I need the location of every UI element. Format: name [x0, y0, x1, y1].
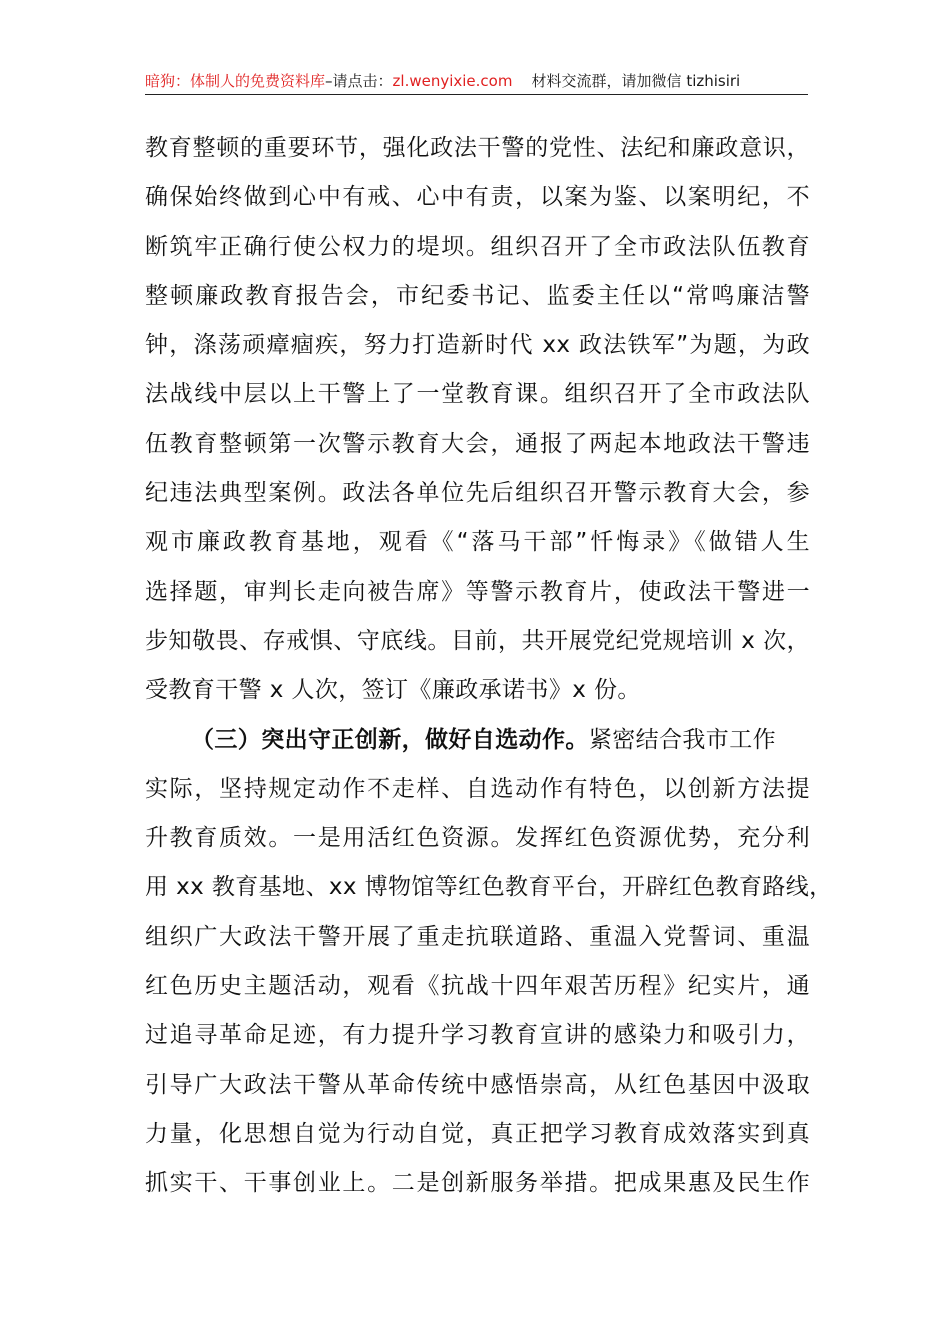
header-url-link[interactable]: zl.wenyixie.com	[392, 72, 513, 90]
header-click-prompt: –请点击：	[325, 72, 393, 90]
paragraph-line: 抓实干、干事创业上。二是创新服务举措。把成果惠及民生作	[145, 1170, 810, 1197]
header-brand: 暗狗：体制人的免费资料库	[145, 72, 326, 90]
paragraph-line: 引导广大政法干警从革命传统中感悟崇高，从红色基因中汲取	[145, 1071, 810, 1098]
section-3-heading: （三）突出守正创新，做好自选动作。	[191, 726, 589, 753]
paragraph-line: 钟，涤荡顽瘴痼疾，努力打造新时代 xx 政法铁军”为题，为政	[145, 332, 810, 359]
paragraph-line: 力量，化思想自觉为行动自觉，真正把学习教育成效落实到真	[145, 1120, 810, 1147]
page-header	[145, 68, 808, 94]
paragraph-line: 法战线中层以上干警上了一堂教育课。组织召开了全市政法队	[145, 381, 810, 408]
paragraph-line: 组织广大政法干警开展了重走抗联道路、重温入党誓词、重温	[145, 923, 810, 950]
paragraph-line: 观市廉政教育基地，观看《“落马干部”忏悔录》《做错人生	[145, 529, 810, 556]
paragraph-line: 升教育质效。一是用活红色资源。发挥红色资源优势，充分利	[145, 825, 810, 852]
paragraph-line: 断筑牢正确行使公权力的堤坝。组织召开了全市政法队伍教育	[145, 233, 810, 260]
paragraph-line: 红色历史主题活动，观看《抗战十四年艰苦历程》纪实片，通	[145, 973, 810, 1000]
paragraph-line: 纪违法典型案例。政法各单位先后组织召开警示教育大会，参	[145, 480, 810, 507]
paragraph-line: 受教育干警 x 人次，签订《廉政承诺书》x 份。	[145, 677, 641, 704]
paragraph-line: 实际，坚持规定动作不走样、自选动作有特色，以创新方法提	[145, 775, 810, 802]
paragraph-line: 选择题，审判长走向被告席》等警示教育片，使政法干警进一	[145, 578, 810, 605]
paragraph-line: 教育整顿的重要环节，强化政法干警的党性、法纪和廉政意识，	[145, 135, 810, 161]
paragraph-line: 过追寻革命足迹，有力提升学习教育宣讲的感染力和吸引力，	[145, 1022, 810, 1049]
paragraph-line: 用 xx 教育基地、xx 博物馆等红色教育平台，开辟红色教育路线，	[145, 874, 833, 901]
paragraph-line: 确保始终做到心中有戒、心中有责，以案为鉴、以案明纪，不	[145, 184, 810, 211]
header-contact: 材料交流群，请加微信 tizhisiri	[531, 72, 741, 90]
section-heading-line	[145, 716, 810, 765]
header-divider	[145, 94, 808, 95]
section-3-lead: 紧密结合我市工作	[588, 726, 777, 753]
document-body	[145, 124, 833, 1209]
paragraph-line: 步知敬畏、存戒惧、守底线。目前，共开展党纪党规培训 x 次，	[145, 627, 810, 654]
paragraph-line: 整顿廉政教育报告会，市纪委书记、监委主任以“常鸣廉洁警	[145, 282, 810, 309]
paragraph-line: 伍教育整顿第一次警示教育大会，通报了两起本地政法干警违	[145, 430, 810, 457]
